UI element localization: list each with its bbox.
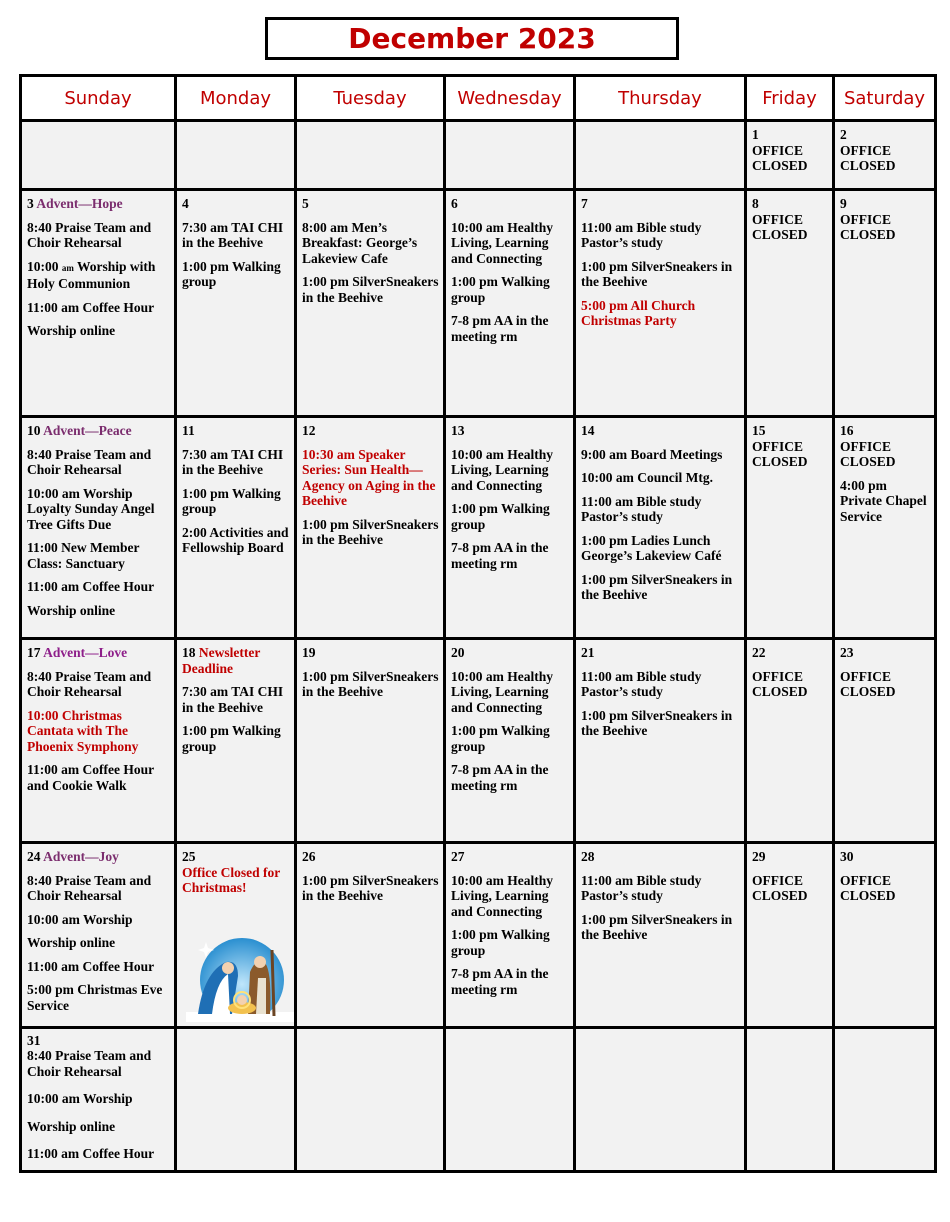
event-item: 1:00 pm SilverSneakers in the Beehive	[302, 872, 439, 903]
day-number: 16	[840, 423, 854, 438]
event-item: 1:00 pm SilverSneakers in the Beehive	[581, 707, 733, 738]
event-item: 8:40 Praise Team and Choir Rehearsal	[27, 219, 152, 250]
event-item: 10:00 am Healthy Living, Learning and Connecting	[451, 446, 553, 493]
event-item: 10:00 am Worship Loyalty Sunday Angel Tree Gifts Due	[27, 485, 155, 532]
day-number: 24	[27, 849, 41, 864]
office-closed-note: OFFICE CLOSED	[840, 142, 896, 173]
day-number: 19	[302, 645, 316, 660]
day-cell-1	[746, 121, 834, 190]
empty-day-cell	[575, 1027, 746, 1171]
event-item: 8:40 Praise Team and Choir Rehearsal	[27, 1048, 152, 1079]
event-item: 1:00 pm Walking group	[182, 485, 281, 516]
day-cell-25	[176, 843, 296, 1028]
event-item: 8:40 Praise Team and Choir Rehearsal	[27, 446, 152, 477]
event-item: Worship online	[27, 323, 116, 338]
event-item: 1:00 pm SilverSneakers in the Beehive	[302, 668, 439, 699]
day-cell-16	[834, 417, 936, 639]
day-number: 20	[451, 645, 465, 660]
empty-day-cell	[445, 1027, 575, 1171]
event-item: 11:00 am Bible study Pastor’s study	[581, 872, 702, 903]
day-number: 29	[752, 849, 766, 864]
day-number: 5	[302, 196, 309, 211]
event-item: 8:00 am Men’s Breakfast: George’s Lakeview Cafe	[302, 219, 418, 266]
office-closed-note: OFFICE CLOSED	[752, 211, 808, 242]
advent-label: Advent—Hope	[36, 196, 123, 211]
day-cell-19	[296, 639, 445, 843]
calendar-grid	[19, 74, 937, 1173]
event-item: 9:00 am Board Meetings	[581, 446, 723, 462]
event-item: 7:30 am TAI CHI in the Beehive	[182, 446, 284, 477]
day-number: 31	[27, 1032, 41, 1048]
weekday-header-row	[21, 76, 936, 121]
event-item: 1:00 pm Walking group	[451, 723, 550, 754]
day-cell-17	[21, 639, 176, 843]
office-closed-note: OFFICE CLOSED	[752, 142, 808, 173]
day-number: 3	[27, 196, 34, 211]
day-number: 11	[182, 423, 195, 438]
weekday-tuesday: Tuesday	[296, 76, 445, 121]
day-number: 22	[752, 645, 766, 660]
day-cell-30	[834, 843, 936, 1028]
event-item-highlight: 5:00 pm All Church Christmas Party	[581, 297, 696, 328]
event-item: 10:00 am Healthy Living, Learning and Connecting	[451, 872, 553, 919]
week-row	[21, 417, 936, 639]
event-item: 11:00 am Coffee Hour	[27, 579, 155, 594]
office-closed-note: OFFICE CLOSED	[840, 211, 896, 242]
day-cell-18	[176, 639, 296, 843]
event-item: 1:00 pm SilverSneakers in the Beehive	[302, 516, 439, 547]
day-number: 9	[840, 196, 847, 211]
day-cell-5	[296, 190, 445, 417]
empty-day-cell	[296, 1027, 445, 1171]
week-row	[21, 190, 936, 417]
day-number: 12	[302, 423, 316, 438]
event-item: 10:00 am Healthy Living, Learning and Connecting	[451, 219, 553, 266]
day-cell-20	[445, 639, 575, 843]
event-item: 1:00 pm Walking group	[451, 927, 550, 958]
event-item: 11:00 am Bible study Pastor’s study	[581, 493, 702, 524]
day-number: 21	[581, 645, 595, 660]
newsletter-deadline-label: Newsletter Deadline	[182, 645, 261, 676]
day-cell-8	[746, 190, 834, 417]
event-item: Worship online	[27, 935, 116, 950]
event-item: 1:00 pm SilverSneakers in the Beehive	[302, 274, 439, 305]
office-closed-note: OFFICE CLOSED	[752, 668, 808, 699]
event-item: 8:40 Praise Team and Choir Rehearsal	[27, 668, 152, 699]
empty-day-cell	[21, 121, 176, 190]
event-item: Worship online	[27, 1118, 116, 1134]
event-item: 8:40 Praise Team and Choir Rehearsal	[27, 872, 152, 903]
day-cell-2	[834, 121, 936, 190]
office-closed-note: OFFICE CLOSED	[752, 872, 808, 903]
weekday-wednesday: Wednesday	[445, 76, 575, 121]
day-number: 26	[302, 849, 316, 864]
event-item: Worship online	[27, 602, 116, 618]
day-number: 28	[581, 849, 595, 864]
event-item: 7-8 pm AA in the meeting rm	[451, 966, 549, 997]
week-row	[21, 1027, 936, 1171]
event-item: 10:00 am Worship	[27, 1091, 133, 1106]
weekday-thursday: Thursday	[575, 76, 746, 121]
nativity-scene-icon	[186, 932, 294, 1022]
event-item: 11:00 am Coffee Hour	[27, 958, 155, 974]
event-item-highlight: 10:00 Christmas Cantata with The Phoenix Symphony	[27, 707, 139, 754]
event-item: 7:30 am TAI CHI in the Beehive	[182, 684, 284, 715]
weekday-sunday: Sunday	[21, 76, 176, 121]
event-item: 1:00 pm Walking group	[451, 274, 550, 305]
event-item: 4:00 pm Private Chapel Service	[840, 477, 927, 524]
day-cell-14	[575, 417, 746, 639]
day-cell-10	[21, 417, 176, 639]
event-item: 11:00 am Coffee Hour	[27, 1146, 155, 1161]
event-item: 5:00 pm Christmas Eve Service	[27, 982, 163, 1013]
advent-label: Advent—Peace	[43, 423, 132, 438]
week-row	[21, 639, 936, 843]
day-cell-11	[176, 417, 296, 639]
event-item: 1:00 pm Ladies Lunch George’s Lakeview Café	[581, 532, 722, 563]
day-cell-9	[834, 190, 936, 417]
event-item: 2:00 Activities and Fellowship Board	[182, 524, 289, 555]
day-cell-6	[445, 190, 575, 417]
office-closed-note: OFFICE CLOSED	[840, 668, 896, 699]
weekday-friday: Friday	[746, 76, 834, 121]
event-item-highlight: 10:30 am Speaker Series: Sun Health—Agency on Aging in the Beehive	[302, 446, 436, 508]
day-number: 15	[752, 423, 766, 438]
event-item: 1:00 pm SilverSneakers in the Beehive	[581, 258, 733, 289]
day-number: 23	[840, 645, 854, 660]
day-cell-3	[21, 190, 176, 417]
empty-day-cell	[834, 1027, 936, 1171]
event-item: 11:00 am Coffee Hour and Cookie Walk	[27, 762, 154, 793]
day-number: 27	[451, 849, 465, 864]
day-number: 10	[27, 423, 41, 438]
day-cell-28	[575, 843, 746, 1028]
day-number: 2	[840, 127, 847, 142]
office-closed-note: OFFICE CLOSED	[840, 872, 896, 903]
day-cell-13	[445, 417, 575, 639]
office-closed-note: OFFICE CLOSED	[752, 438, 808, 469]
day-number: 8	[752, 196, 759, 211]
weekday-saturday: Saturday	[834, 76, 936, 121]
day-number: 6	[451, 196, 458, 211]
day-cell-23	[834, 639, 936, 843]
event-item: 10:00 am Worship with Holy Communion	[27, 258, 156, 291]
day-number: 17	[27, 645, 41, 660]
day-cell-22	[746, 639, 834, 843]
event-item: 1:00 pm SilverSneakers in the Beehive	[581, 911, 733, 942]
day-cell-12	[296, 417, 445, 639]
event-item: 7-8 pm AA in the meeting rm	[451, 313, 549, 344]
event-item: 10:00 am Council Mtg.	[581, 470, 713, 485]
event-item: 10:00 am Worship	[27, 911, 133, 927]
day-number: 1	[752, 127, 759, 142]
event-item: 7:30 am TAI CHI in the Beehive	[182, 219, 284, 250]
empty-day-cell	[176, 1027, 296, 1171]
event-item: 11:00 am Bible study Pastor’s study	[581, 668, 702, 699]
day-number: 14	[581, 423, 595, 438]
weekday-monday: Monday	[176, 76, 296, 121]
day-number: 7	[581, 196, 588, 211]
advent-label: Advent—Love	[43, 645, 128, 660]
day-number: 30	[840, 849, 854, 864]
day-cell-31	[21, 1027, 176, 1171]
day-number: 18	[182, 645, 196, 660]
empty-day-cell	[746, 1027, 834, 1171]
week-row	[21, 843, 936, 1028]
day-cell-7	[575, 190, 746, 417]
empty-day-cell	[575, 121, 746, 190]
event-item: 1:00 pm Walking group	[451, 501, 550, 532]
event-item: 11:00 am Coffee Hour	[27, 299, 155, 315]
event-item: 7-8 pm AA in the meeting rm	[451, 540, 549, 571]
empty-day-cell	[296, 121, 445, 190]
day-cell-21	[575, 639, 746, 843]
day-cell-29	[746, 843, 834, 1028]
day-cell-15	[746, 417, 834, 639]
event-item: 10:00 am Healthy Living, Learning and Connecting	[451, 668, 553, 715]
office-closed-note: OFFICE CLOSED	[840, 438, 896, 469]
advent-label: Advent—Joy	[43, 849, 119, 864]
day-cell-26	[296, 843, 445, 1028]
day-number: 13	[451, 423, 465, 438]
empty-day-cell	[176, 121, 296, 190]
event-item: 1:00 pm Walking group	[182, 723, 281, 754]
page-title: December 2023	[265, 17, 679, 60]
event-item: 7-8 pm AA in the meeting rm	[451, 762, 549, 793]
day-cell-4	[176, 190, 296, 417]
week-row	[21, 121, 936, 190]
day-cell-27	[445, 843, 575, 1028]
day-cell-24	[21, 843, 176, 1028]
day-number: 4	[182, 196, 189, 211]
office-closed-christmas-note: Office Closed for Christmas!	[182, 864, 280, 895]
empty-day-cell	[445, 121, 575, 190]
event-item: 11:00 am Bible study Pastor’s study	[581, 219, 702, 250]
event-item: 1:00 pm SilverSneakers in the Beehive	[581, 571, 733, 602]
event-item: 11:00 New Member Class: Sanctuary	[27, 540, 140, 571]
day-number: 25	[182, 849, 196, 864]
event-item: 1:00 pm Walking group	[182, 258, 281, 289]
